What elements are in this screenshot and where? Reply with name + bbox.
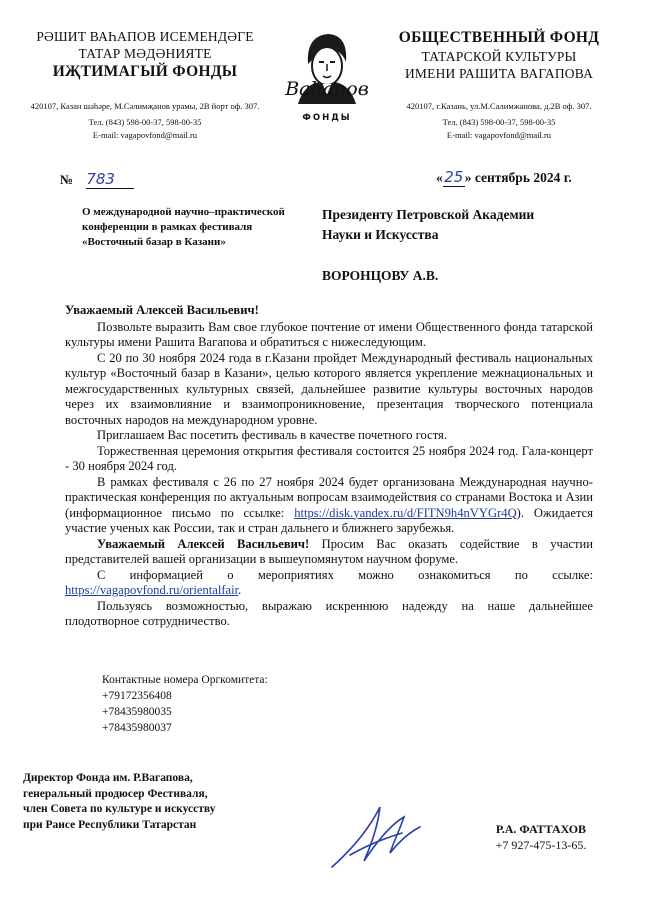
header-right-email: E-mail: vagapovfond@mail.ru — [446, 130, 552, 140]
doc-date-rest: » сентябрь 2024 г. — [464, 170, 572, 185]
header-left-address: 420107, Казан шәһәре, М.Сәлимҗанов урамы, 2В йорт оф. 307. — [30, 101, 260, 111]
salutation: Уважаемый Алексей Васильевич! — [65, 303, 259, 317]
doc-number-label: № — [60, 172, 74, 187]
doc-number — [60, 170, 134, 189]
header-left-phone: Тел. (843) 598-00-37, 598-00-35 — [88, 117, 202, 127]
contact-phone: +78435980037 — [102, 722, 172, 734]
paragraph-6-text: Просим Вас оказать содействие в участии представителей вашей организации в вышеупомянутом научном форуме. — [65, 536, 593, 566]
logo-caption: ФОНДЫ — [302, 113, 352, 123]
paragraph-4: Торжественная церемония открытия фестиваля состоится 25 ноября 2024 год. Гала-концерт - 30 ноября 2024 год. — [65, 443, 593, 473]
signatory-titles — [23, 771, 293, 833]
contacts-title: Контактные номера Оргкомитета: — [102, 674, 268, 686]
fund-logo — [285, 22, 369, 130]
header-left-line2: ТАТАР МӘДӘНИЯТЕ — [78, 46, 212, 61]
paragraph-2: С 20 по 30 ноября 2024 года в г.Казани пройдет Международный фестиваль национальных культур «Восточный базар в Казани», целью которого является укрепление межнациональных и межгосударственных культурных связей, дальнейшее развитие культуры восточных народов через их взаимовлияние и взаимопроникновение, презентация творческого потенциала восточных народов на международном уровне. — [65, 350, 593, 427]
disk-link[interactable]: https://disk.yandex.ru/d/FITN9h4nVYGr4Q — [294, 505, 517, 520]
paragraph-6-salutation: Уважаемый Алексей Васильевич! — [97, 536, 310, 551]
signatory-line3: член Совета по культуре и искусству — [23, 803, 216, 815]
fair-link[interactable]: https://vagapovfond.ru/orientalfair — [65, 583, 239, 597]
header-right-phone: Тел. (843) 598-00-37, 598-00-35 — [442, 117, 556, 127]
signatory-line4: при Раисе Республики Татарстан — [23, 818, 197, 831]
paragraph-7 — [65, 568, 593, 599]
paragraph-5-tail: ). Ожидается участие ученых как России, так и стран дальнего и ближнего зарубежья. — [65, 505, 593, 535]
signatory-phone: +7 927-475-13-65. — [495, 838, 587, 852]
contact-phone: +78435980035 — [102, 706, 172, 718]
header-right — [372, 28, 626, 142]
addressee — [322, 205, 622, 286]
paragraph-1: Позвольте выразить Вам свое глубокое почтение от имени Общественного фонда татарской культуры имени Рашита Вагапова и обратиться с нижеследующим. — [65, 319, 593, 349]
doc-date — [436, 168, 572, 187]
signatory-line2: генеральный продюсер Фестиваля, — [23, 787, 208, 800]
doc-date-day: 25 — [444, 168, 464, 186]
contacts-block — [102, 672, 268, 736]
header-right-address: 420107, г.Казань, ул.М.Салимжанова, д.2В оф. 307. — [406, 101, 592, 111]
addressee-line1: Президенту Петровской Академии — [322, 207, 535, 222]
header-left-line3: ИҖТИМАГЫЙ ФОНДЫ — [52, 63, 238, 80]
handwritten-signature — [320, 795, 430, 875]
paragraph-7-text: С информацией о мероприятиях можно ознакомиться по ссылке: — [97, 567, 593, 582]
paragraph-7-tail: . — [238, 583, 242, 597]
paragraph-8: Пользуясь возможностью, выражаю искреннюю надежду на наше дальнейшее плодотворное сотрудничество. — [65, 598, 593, 628]
paragraph-6 — [65, 537, 593, 568]
letter-body — [65, 303, 593, 630]
paragraph-3: Приглашаем Вас посетить фестиваль в качестве почетного гостя. — [97, 428, 447, 442]
addressee-line2: Науки и Искусства — [322, 227, 439, 242]
header-left-email: E-mail: vagapovfond@mail.ru — [92, 130, 198, 140]
letter-topic: О международной научно–практической конференции в рамках фестиваля «Восточный базар в Казани» — [82, 206, 285, 248]
logo-signature: Вahanов — [285, 78, 369, 100]
doc-date-open-quote: « — [436, 170, 443, 185]
header-right-line3: ИМЕНИ РАШИТА ВАГАПОВА — [404, 66, 594, 81]
header-left-line1: РӘШИТ ВАҺАПОВ ИСЕМЕНДӘГЕ — [36, 29, 254, 44]
paragraph-5 — [65, 475, 593, 537]
doc-number-value: 783 — [86, 170, 134, 189]
header-right-line2: ТАТАРСКОЙ КУЛЬТУРЫ — [421, 49, 577, 64]
paragraph-5-text: В рамках фестиваля с 26 по 27 ноября 2024 будет организована Международная научно-практическая конференция по актуальным вопросам взаимодействия со странами Востока и Азии (информационное письмо по ссылке: — [65, 474, 593, 520]
signatory-name: Р.А. ФАТТАХОВ — [495, 822, 587, 836]
contact-phone: +79172356408 — [102, 690, 172, 702]
signatory-contact — [476, 821, 606, 853]
header-right-line1: ОБЩЕСТВЕННЫЙ ФОНД — [398, 29, 600, 46]
addressee-name: ВОРОНЦОВУ А.В. — [322, 268, 439, 283]
signatory-line1: Директор Фонда им. Р.Вагапова, — [23, 772, 193, 784]
header-left — [20, 28, 270, 142]
